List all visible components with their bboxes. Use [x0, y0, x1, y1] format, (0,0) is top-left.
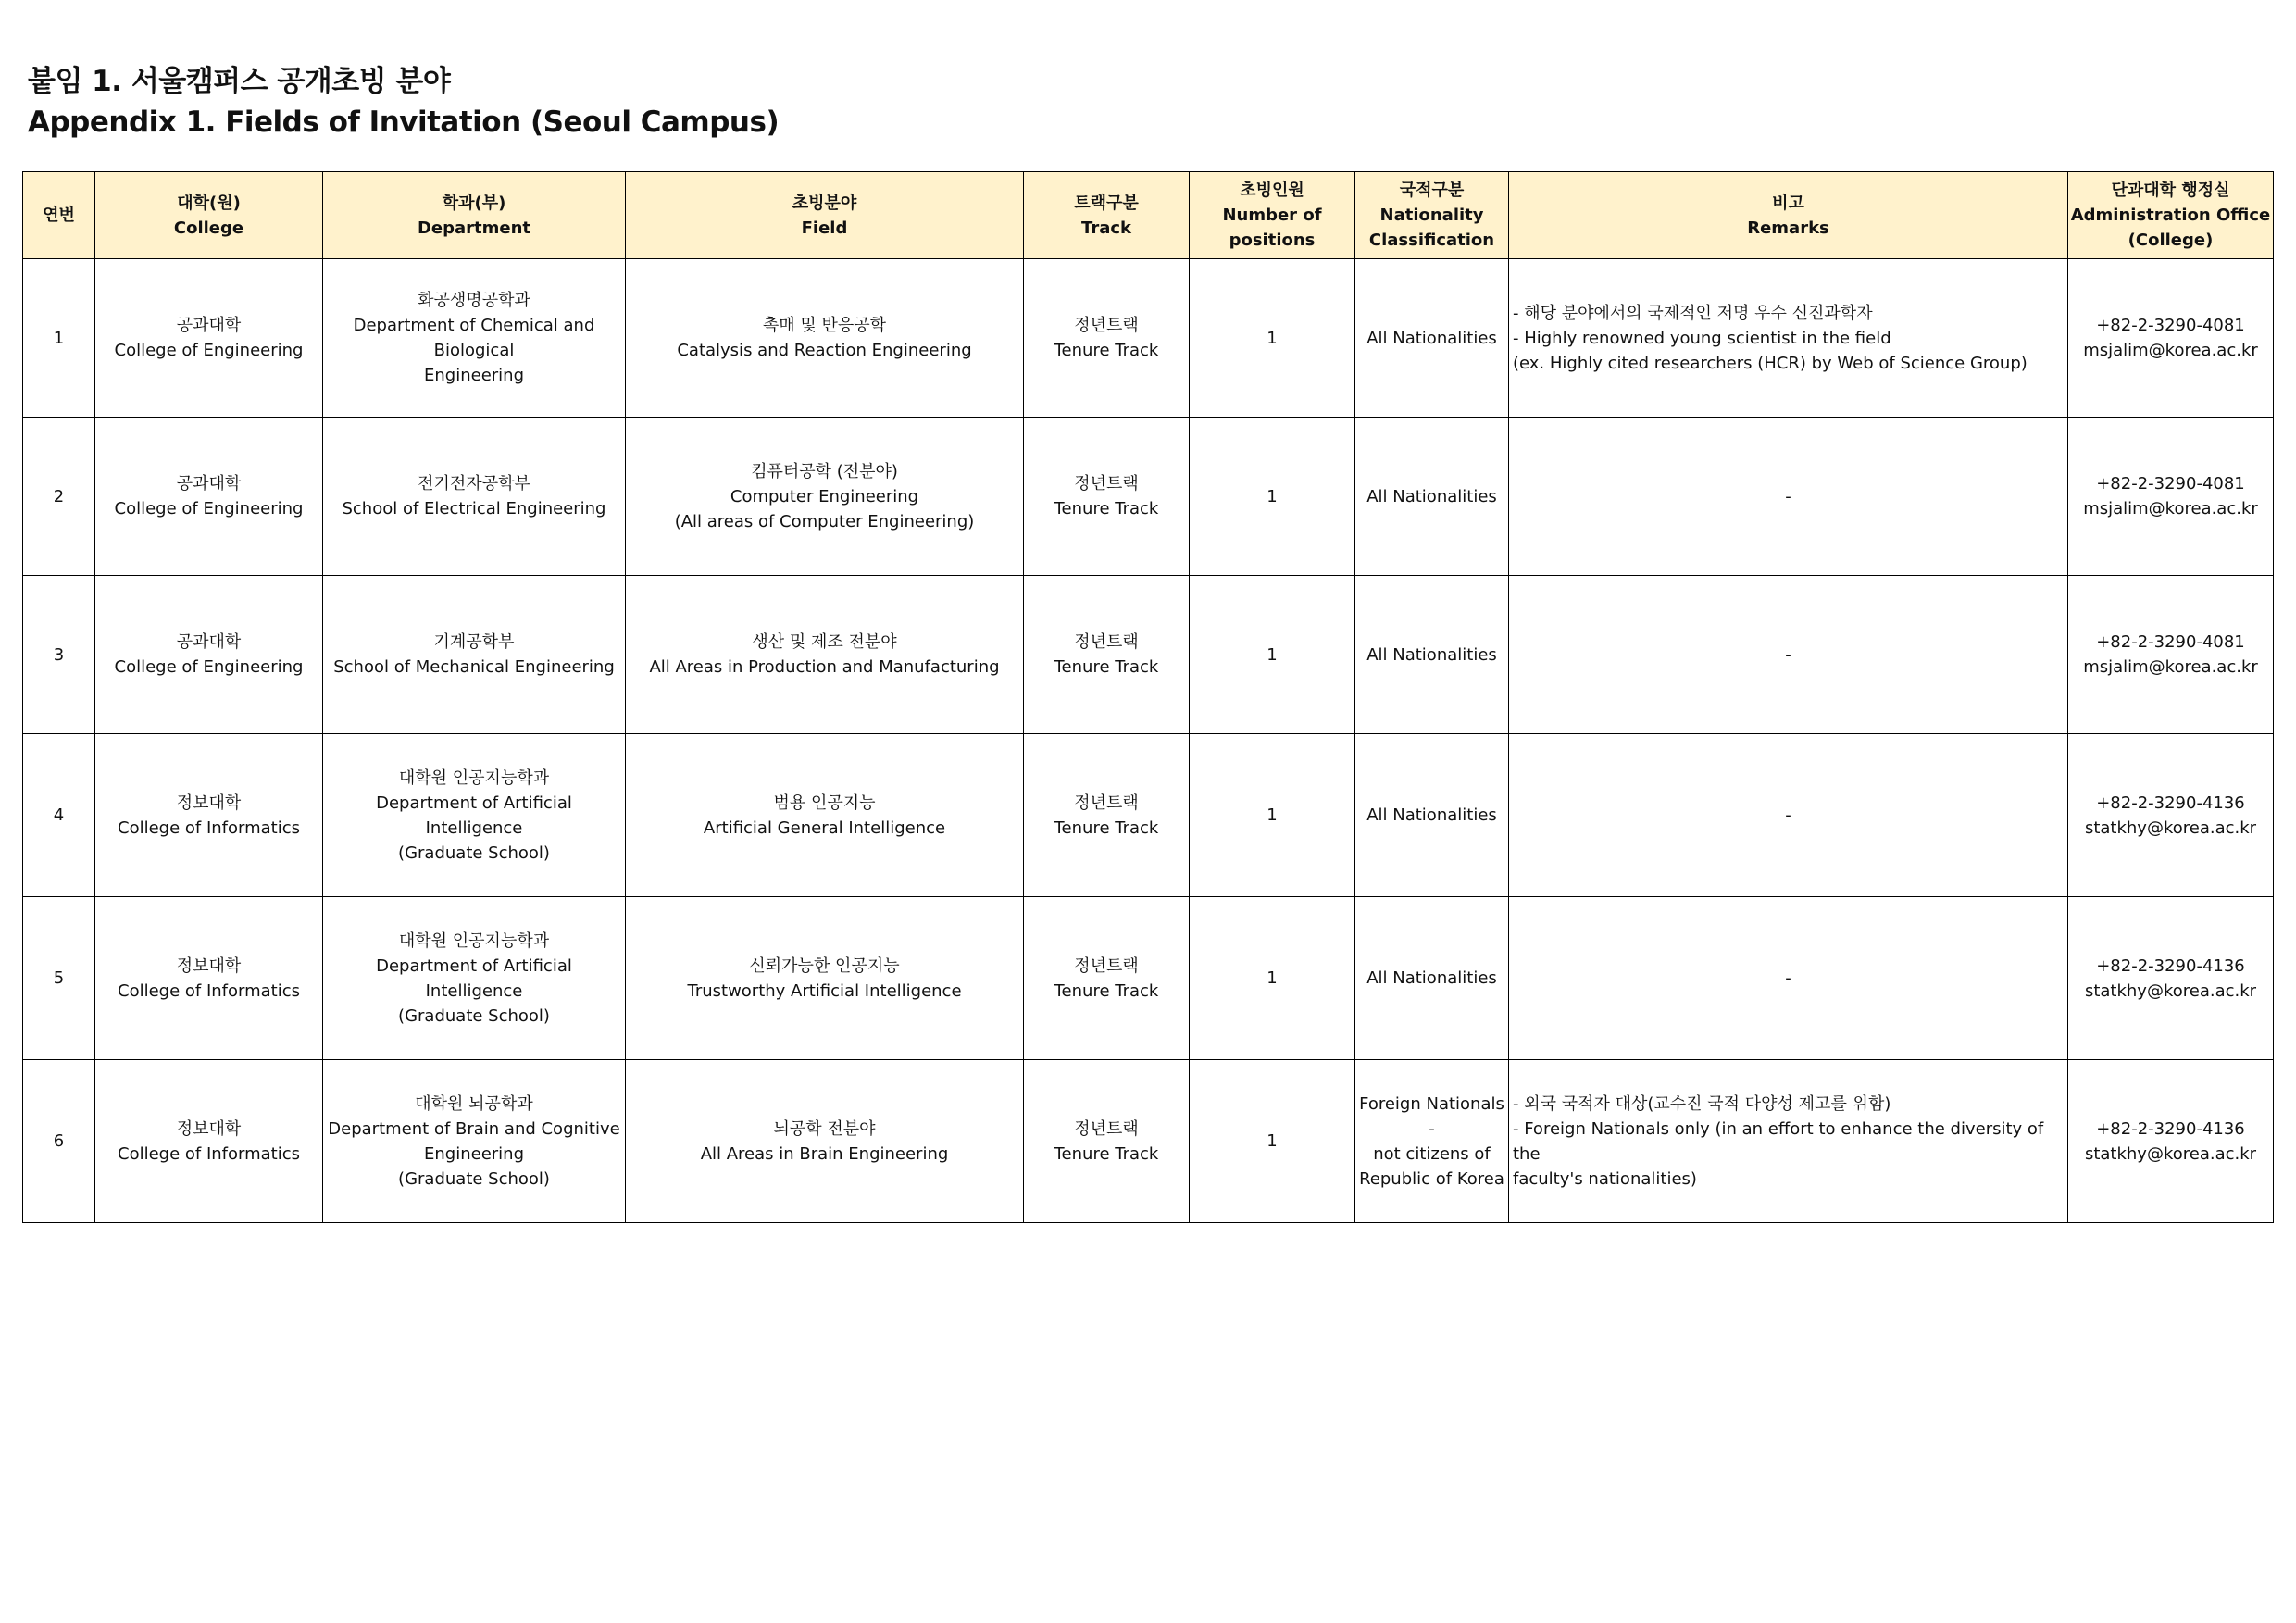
cell-department [323, 259, 626, 418]
office-email: statkhy@korea.ac.kr [2084, 1143, 2257, 1164]
field-en: Trustworthy Artificial Intelligence [687, 980, 962, 1001]
remarks-line-3: faculty's nationalities) [1513, 1168, 1697, 1189]
cell-office [2068, 418, 2274, 576]
header-remarks [1509, 172, 2068, 259]
field-en: Artificial General Intelligence [703, 818, 946, 838]
header-nationality-en-2: Classification [1368, 231, 1495, 250]
track-ko: 정년트랙 [1074, 474, 1139, 493]
nationality: All Nationalities [1366, 644, 1497, 665]
office-email: msjalim@korea.ac.kr [2083, 499, 2258, 518]
cell-office [2068, 897, 2274, 1060]
cell-college [95, 897, 323, 1060]
remarks-line-1: - 해당 분야에서의 국제적인 저명 우수 신진과학자 [1513, 303, 1873, 323]
header-field-ko: 초빙분야 [792, 193, 857, 213]
field-en: Computer Engineering [730, 486, 919, 506]
header-track-en: Track [1081, 218, 1131, 238]
cell-nationality [1355, 418, 1509, 576]
header-remarks-en: Remarks [1747, 218, 1829, 238]
department-en-cont: Engineering [424, 366, 524, 385]
cell-nationality [1355, 734, 1509, 897]
nationality: All Nationalities [1366, 968, 1497, 988]
college-ko: 공과대학 [176, 632, 242, 652]
department-en: Department of Chemical and Biological [353, 316, 595, 360]
department-en: School of Electrical Engineering [342, 499, 606, 518]
header-department-ko: 학과(부) [442, 193, 506, 213]
cell-field [626, 1060, 1024, 1223]
header-office [2068, 172, 2274, 259]
office-phone: +82-2-3290-4081 [2096, 632, 2245, 652]
remarks-line-3: (ex. Highly cited researchers (HCR) by Web of Science Group) [1513, 353, 2028, 373]
nationality: All Nationalities [1366, 805, 1497, 825]
header-field-en: Field [801, 218, 848, 238]
cell-remarks [1509, 576, 2068, 734]
fields-table [22, 171, 2274, 1223]
positions-count: 1 [1267, 1131, 1278, 1151]
college-ko: 공과대학 [176, 316, 242, 335]
cell-department [323, 897, 626, 1060]
department-ko: 화공생명공학과 [418, 291, 530, 310]
cell-remarks [1509, 1060, 2068, 1223]
nationality-line-1: Foreign Nationals - [1359, 1093, 1504, 1139]
header-no [23, 172, 95, 259]
college-ko: 정보대학 [176, 1118, 242, 1139]
header-college [95, 172, 323, 259]
cell-positions [1190, 734, 1355, 897]
nationality: All Nationalities [1366, 486, 1497, 506]
track-ko: 정년트랙 [1074, 955, 1139, 976]
table-row [23, 734, 2274, 897]
header-positions [1190, 172, 1355, 259]
cell-college [95, 576, 323, 734]
cell-no [23, 259, 95, 418]
office-phone: +82-2-3290-4081 [2096, 316, 2245, 335]
field-en: Catalysis and Reaction Engineering [677, 341, 972, 360]
cell-track [1024, 576, 1190, 734]
positions-count: 1 [1267, 805, 1278, 825]
cell-positions [1190, 418, 1355, 576]
cell-field [626, 734, 1024, 897]
cell-no [23, 897, 95, 1060]
office-phone: +82-2-3290-4136 [2096, 1118, 2245, 1139]
nationality-line-3: Republic of Korea [1359, 1168, 1504, 1189]
track-ko: 정년트랙 [1074, 1118, 1139, 1139]
cell-no [23, 734, 95, 897]
cell-nationality [1355, 1060, 1509, 1223]
header-office-en-2: (College) [2128, 231, 2214, 250]
track-ko: 정년트랙 [1074, 632, 1139, 652]
cell-remarks [1509, 734, 2068, 897]
cell-remarks [1509, 259, 2068, 418]
field-ko: 촉매 및 반응공학 [762, 316, 887, 335]
table-row [23, 576, 2274, 734]
positions-count: 1 [1267, 968, 1278, 988]
header-college-en: College [173, 218, 244, 238]
nationality-line-2: not citizens of [1373, 1143, 1491, 1164]
cell-no [23, 576, 95, 734]
department-en-cont: Engineering [424, 1143, 524, 1164]
table-header-row [23, 172, 2274, 259]
header-office-ko: 단과대학 행정실 [2111, 181, 2230, 200]
cell-field [626, 576, 1024, 734]
department-en: Department of Brain and Cognitive [328, 1118, 620, 1139]
row-no: 2 [53, 486, 65, 506]
positions-count: 1 [1267, 486, 1278, 506]
header-track [1024, 172, 1190, 259]
college-en: College of Informatics [118, 818, 300, 838]
remarks-line-1: - [1785, 486, 1791, 506]
header-positions-en-1: Number of [1222, 206, 1322, 225]
cell-office [2068, 734, 2274, 897]
row-no: 4 [53, 805, 65, 825]
remarks-line-2: - Highly renowned young scientist in the field [1513, 328, 1891, 348]
track-en: Tenure Track [1054, 980, 1159, 1001]
cell-department [323, 1060, 626, 1223]
college-ko: 정보대학 [176, 955, 242, 976]
college-en: College of Engineering [114, 499, 304, 518]
cell-positions [1190, 897, 1355, 1060]
header-department-en: Department [417, 218, 531, 238]
positions-count: 1 [1267, 644, 1278, 665]
office-phone: +82-2-3290-4136 [2096, 955, 2245, 976]
table-row [23, 1060, 2274, 1223]
office-phone: +82-2-3290-4081 [2096, 474, 2245, 493]
row-no: 1 [53, 328, 65, 348]
department-en: Department of Artificial Intelligence [376, 793, 572, 838]
row-no: 3 [53, 644, 65, 665]
table-row [23, 418, 2274, 576]
track-ko: 정년트랙 [1074, 793, 1139, 813]
field-en: All Areas in Production and Manufacturing [649, 657, 1000, 677]
row-no: 6 [53, 1131, 65, 1151]
cell-office [2068, 259, 2274, 418]
cell-remarks [1509, 418, 2068, 576]
cell-track [1024, 418, 1190, 576]
college-en: College of Informatics [118, 1143, 300, 1164]
department-ko: 대학원 인공지능학과 [398, 768, 550, 788]
header-no-ko: 연번 [43, 206, 75, 225]
table-row [23, 897, 2274, 1060]
department-en-cont: (Graduate School) [398, 1005, 550, 1026]
cell-field [626, 418, 1024, 576]
remarks-line-1: - 외국 국적자 대상(교수진 국적 다양성 제고를 위함) [1513, 1093, 1891, 1114]
cell-field [626, 897, 1024, 1060]
department-en-cont: (Graduate School) [398, 843, 550, 863]
office-email: msjalim@korea.ac.kr [2083, 657, 2258, 677]
field-ko: 뇌공학 전분야 [773, 1118, 876, 1139]
department-en-school: (Graduate School) [398, 1168, 550, 1189]
page-title-korean: 붙임 1. 서울캠퍼스 공개초빙 분야 [28, 65, 451, 98]
cell-track [1024, 734, 1190, 897]
cell-college [95, 734, 323, 897]
college-ko: 정보대학 [176, 793, 242, 813]
cell-track [1024, 1060, 1190, 1223]
header-field [626, 172, 1024, 259]
track-en: Tenure Track [1054, 818, 1159, 838]
college-en: College of Informatics [118, 980, 300, 1001]
track-en: Tenure Track [1054, 657, 1159, 677]
college-ko: 공과대학 [176, 474, 242, 493]
cell-positions [1190, 259, 1355, 418]
office-email: statkhy@korea.ac.kr [2084, 818, 2257, 838]
header-office-en-1: Administration Office [2070, 206, 2271, 225]
header-remarks-ko: 비고 [1772, 193, 1804, 213]
remarks-line-1: - [1785, 968, 1791, 988]
cell-track [1024, 259, 1190, 418]
cell-remarks [1509, 897, 2068, 1060]
department-ko: 전기전자공학부 [418, 474, 530, 493]
field-ko: 생산 및 제조 전분야 [752, 632, 897, 652]
track-en: Tenure Track [1054, 1143, 1159, 1164]
header-college-ko: 대학(원) [177, 193, 241, 213]
field-ko: 신뢰가능한 인공지능 [749, 955, 900, 976]
row-no: 5 [53, 968, 65, 988]
field-en-detail: (All areas of Computer Engineering) [674, 511, 975, 531]
nationality: All Nationalities [1366, 328, 1497, 348]
cell-positions [1190, 1060, 1355, 1223]
header-department [323, 172, 626, 259]
cell-department [323, 418, 626, 576]
office-phone: +82-2-3290-4136 [2096, 793, 2245, 813]
department-ko: 기계공학부 [433, 632, 515, 652]
header-nationality-en-1: Nationality [1379, 206, 1484, 225]
header-nationality [1355, 172, 1509, 259]
cell-positions [1190, 576, 1355, 734]
cell-no [23, 418, 95, 576]
cell-office [2068, 576, 2274, 734]
remarks-line-1: - [1785, 805, 1791, 825]
cell-field [626, 259, 1024, 418]
office-email: statkhy@korea.ac.kr [2084, 980, 2257, 1001]
track-en: Tenure Track [1054, 499, 1159, 518]
header-track-ko: 트랙구분 [1074, 193, 1139, 213]
cell-department [323, 734, 626, 897]
positions-count: 1 [1267, 328, 1278, 348]
cell-office [2068, 1060, 2274, 1223]
college-en: College of Engineering [114, 341, 304, 360]
college-en: College of Engineering [114, 657, 304, 677]
department-ko: 대학원 뇌공학과 [415, 1093, 533, 1114]
cell-college [95, 259, 323, 418]
track-en: Tenure Track [1054, 341, 1159, 360]
header-positions-ko: 초빙인원 [1240, 181, 1304, 200]
department-en: Department of Artificial Intelligence [376, 955, 572, 1001]
field-ko: 컴퓨터공학 (전분야) [751, 461, 898, 481]
header-nationality-ko: 국적구분 [1399, 181, 1465, 200]
remarks-line-1: - [1785, 644, 1791, 665]
cell-department [323, 576, 626, 734]
table-row [23, 259, 2274, 418]
cell-college [95, 1060, 323, 1223]
department-ko: 대학원 인공지능학과 [398, 930, 550, 951]
cell-track [1024, 897, 1190, 1060]
cell-nationality [1355, 259, 1509, 418]
remarks-line-2: - Foreign Nationals only (in an effort to enhance the diversity of the [1513, 1118, 2044, 1164]
cell-nationality [1355, 897, 1509, 1060]
department-en: School of Mechanical Engineering [333, 657, 615, 677]
track-ko: 정년트랙 [1074, 316, 1139, 335]
field-en: All Areas in Brain Engineering [700, 1143, 949, 1164]
header-positions-en-2: positions [1229, 231, 1316, 250]
cell-nationality [1355, 576, 1509, 734]
cell-college [95, 418, 323, 576]
page-title-english: Appendix 1. Fields of Invitation (Seoul Campus) [28, 106, 780, 139]
office-email: msjalim@korea.ac.kr [2083, 341, 2258, 360]
cell-no [23, 1060, 95, 1223]
field-ko: 범용 인공지능 [773, 793, 876, 813]
